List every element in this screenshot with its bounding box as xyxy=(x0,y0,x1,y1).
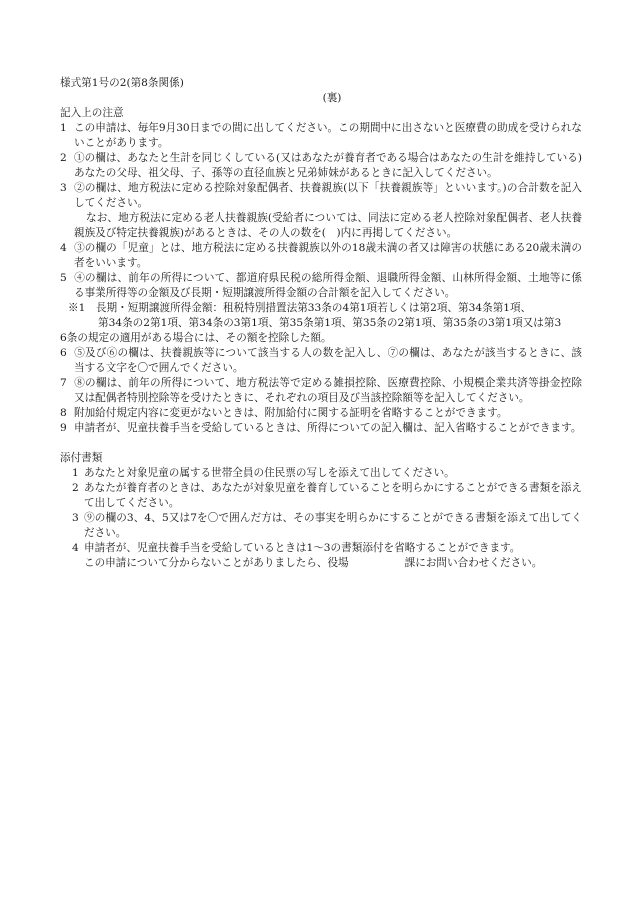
contact-note xyxy=(60,556,582,571)
page-side-label: (裏) xyxy=(322,92,342,104)
note-item xyxy=(60,376,582,406)
note-text: 申請者が、児童扶養手当を受給しているときは、所得についての記入欄は、記入省略することができます。 xyxy=(74,422,582,434)
attachment-text: あなたと対象児童の属する世帯全員の住民票の写しを添えて出してください。 xyxy=(84,467,455,479)
attachments-title: 添付書類 xyxy=(60,452,103,464)
note-item xyxy=(60,181,582,211)
note-text: ②の欄は、地方税法に定める控除対象配偶者、扶養親族(以下「扶養親族等」といいます。)の合計数を記入してください。 xyxy=(74,182,582,209)
footnote-line: ※1 長期・短期譲渡所得金額：租税特別措置法第33条の4第1項若しくは第2項、第34条第1項、 xyxy=(68,302,532,314)
attachment-item xyxy=(60,481,582,511)
note-text: この申請は、毎年9月30日までの間に出してください。この期間中に出さないと医療費の助成を受けられないことがあります。 xyxy=(74,122,582,149)
attachment-number: 3 xyxy=(72,512,79,524)
section-gap xyxy=(60,436,582,451)
contact-note-end: 課にお問い合わせください。 xyxy=(404,557,543,569)
note-number: 6 xyxy=(60,347,67,359)
contact-note-start: この申請について分からないことがありましたら、役場 xyxy=(84,557,349,569)
note-text: ⑧の欄は、前年の所得について、地方税法等で定める雑損控除、医療費控除、小規模企業共済等掛金控除又は配偶者特別控除等を受けたときに、それぞれの項目及び当該控除額等を記入してください。 xyxy=(74,377,582,404)
document-body xyxy=(60,76,582,571)
note-item xyxy=(60,271,582,301)
note-number: 7 xyxy=(60,377,67,389)
notes-title: 記入上の注意 xyxy=(60,107,124,119)
note-number: 5 xyxy=(60,272,67,284)
attachment-text: ⑨の欄の3、4、5又は7を〇で囲んだ方は、その事実を明らかにすることができる書類を添えて出してください。 xyxy=(84,512,582,539)
attachment-text: あなたが養育者のときは、あなたが対象児童を養育していることを明らかにすることができる書類を添えて出してください。 xyxy=(84,482,582,509)
note-item xyxy=(60,421,582,436)
note-text: ④の欄は、前年の所得について、都道府県民税の総所得金額、退職所得金額、山林所得金額、土地等に係る事業所得等の金額及び長期・短期譲渡所得金額の合計額を記入してください。 xyxy=(74,272,582,299)
note-text: 附加給付規定内容に変更がないときは、附加給付に関する証明を省略することができます。 xyxy=(74,407,508,419)
attachment-item xyxy=(60,466,582,481)
note-number: 1 xyxy=(60,122,67,134)
note-item xyxy=(60,241,582,271)
attachment-text: 申請者が、児童扶養手当を受給しているときは1～3の書類添付を省略することができます。 xyxy=(84,542,521,554)
note-item xyxy=(60,346,582,376)
note-number: 3 xyxy=(60,182,67,194)
note-item xyxy=(60,406,582,421)
attachment-item xyxy=(60,511,582,541)
attachment-number: 1 xyxy=(72,467,79,479)
note-number: 9 xyxy=(60,422,67,434)
attachment-number: 4 xyxy=(72,542,79,554)
note-number: 2 xyxy=(60,152,67,164)
note-number: 8 xyxy=(60,407,67,419)
attachment-item xyxy=(60,541,582,556)
note-item xyxy=(60,121,582,151)
note-text: ③の欄の「児童」とは、地方税法に定める扶養親族以外の18歳未満の者又は障害の状態にある20歳未満の者をいいます。 xyxy=(74,242,582,269)
note-text: ①の欄は、あなたと生計を同じくしている(又はあなたが養育者である場合はあなたの生計を維持している)あなたの父母、祖父母、子、孫等の直径血族と兄弟姉妹があるときに記入してください。 xyxy=(74,152,582,179)
note-text: ⑤及び⑥の欄は、扶養親族等について該当する人の数を記入し、⑦の欄は、あなたが該当するときに、該当する文字を〇で囲んでください。 xyxy=(74,347,582,374)
form-number: 様式第1号の2(第8条関係) xyxy=(60,77,184,89)
footnote-line: 6条の規定の適用がある場合には、その額を控除した額。 xyxy=(60,332,332,344)
attachment-number: 2 xyxy=(72,482,79,494)
note-item xyxy=(60,151,582,181)
note-paragraph: なお、地方税法に定める老人扶養親族(受給者については、同法に定める老人控除対象配偶者、老人扶養親族及び特定扶養親族)があるときは、その人の数を( )内に再掲してください。 xyxy=(74,212,582,239)
footnote-line: 第34条の2第1項、第34条の3第1項、第35条第1項、第35条の2第1項、第35条の3第1項又は第3 xyxy=(98,317,562,329)
note-number: 4 xyxy=(60,242,67,254)
